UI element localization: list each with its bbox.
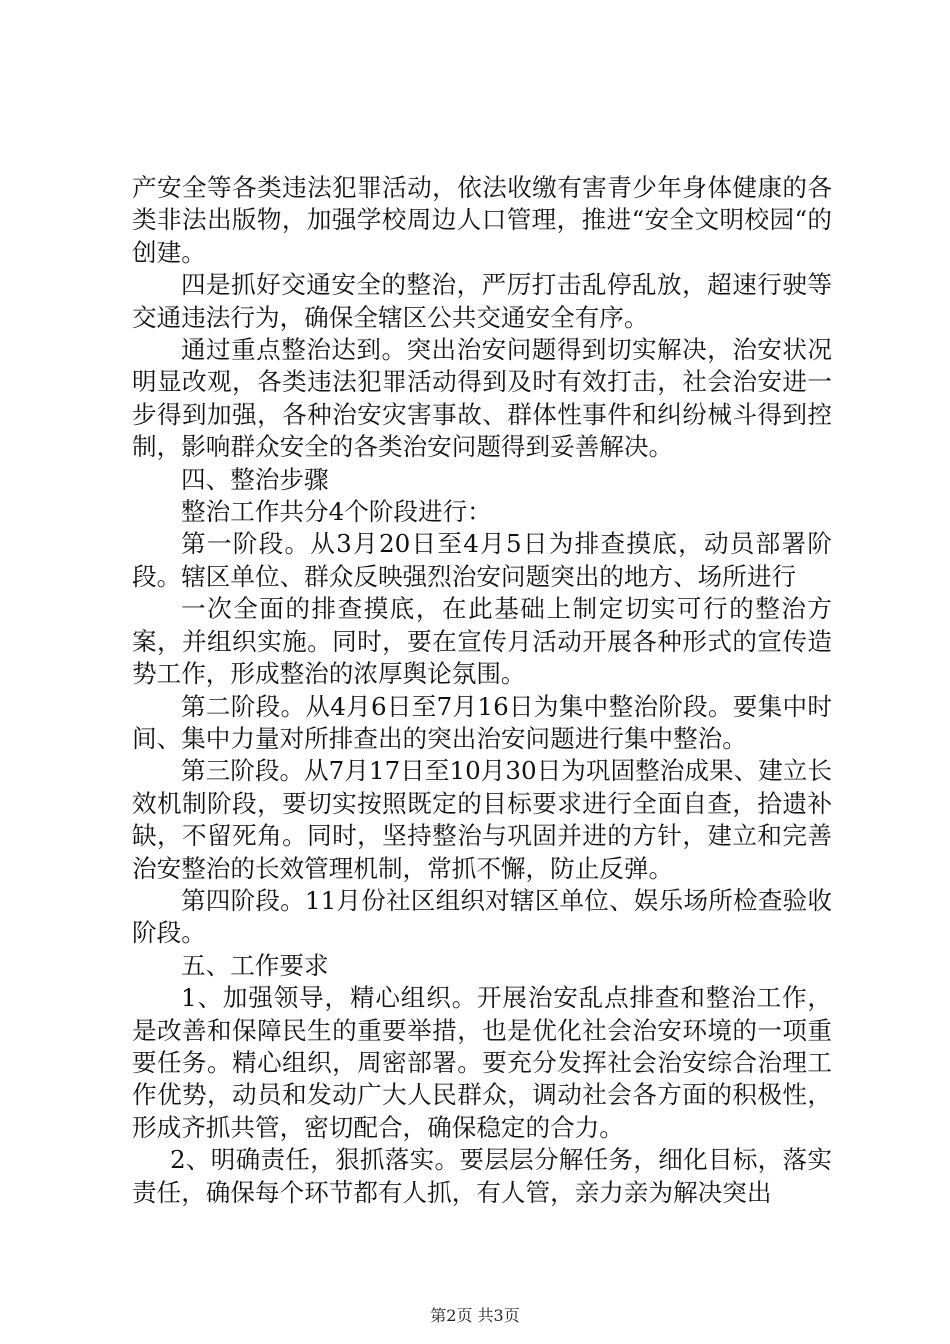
paragraph: 第三阶段。从7月17日至10月30日为巩固整治成果、建立长效机制阶段，要切实按照既定的目标要求进行全面自查，拾遗补缺，不留死角。同时，坚持整治与巩固并进的方针，建立和完善治安整治的长效管理机制，常抓不懈，防止反弹。	[132, 756, 832, 883]
paragraph: 四是抓好交通安全的整治，严厉打击乱停乱放，超速行驶等交通违法行为，确保全辖区公共交通安全有序。	[132, 270, 832, 332]
section-heading: 四、整治步骤	[181, 464, 329, 494]
section-heading: 五、工作要求	[181, 950, 329, 980]
paragraph: 2、明确责任，狠抓落实。要层层分解任务，细化目标，落实责任，确保每个环节都有人抓，有人管，亲力亲为解决突出	[132, 1145, 832, 1207]
page-number-footer: 第2页 共3页	[430, 1306, 520, 1325]
paragraph: 第一阶段。从3月20日至4月5日为排查摸底，动员部署阶段。辖区单位、群众反映强烈治安问题突出的地方、场所进行	[132, 529, 832, 591]
paragraph: 整治工作共分4个阶段进行：	[181, 497, 492, 527]
paragraph: 通过重点整治达到。突出治安问题得到切实解决，治安状况明显改观，各类违法犯罪活动得到及时有效打击，社会治安进一步得到加强，各种治安灾害事故、群体性事件和纠纷械斗得到控制，影响群众安全的各类治安问题得到妥善解决。	[132, 335, 832, 462]
paragraph: 第二阶段。从4月6日至7月16日为集中整治阶段。要集中时间、集中力量对所排查出的突出治安问题进行集中整治。	[132, 691, 832, 753]
paragraph: 1、加强领导，精心组织。开展治安乱点排查和整治工作，是改善和保障民生的重要举措，也是优化社会治安环境的一项重要任务。精心组织，周密部署。要充分发挥社会治安综合治理工作优势，动员和发动广大人民群众，调动社会各方面的积极性，形成齐抓共管，密切配合，确保稳定的合力。	[132, 983, 832, 1142]
paragraph: 产安全等各类违法犯罪活动，依法收缴有害青少年身体健康的各类非法出版物，加强学校周边人口管理，推进“安全文明校园“的创建。	[132, 173, 832, 267]
document-body	[132, 172, 832, 1209]
paragraph: 一次全面的排查摸底，在此基础上制定切实可行的整治方案，并组织实施。同时，要在宣传月活动开展各种形式的宣传造势工作，形成整治的浓厚舆论氛围。	[132, 594, 832, 689]
paragraph: 第四阶段。11月份社区组织对辖区单位、娱乐场所检查验收阶段。	[132, 885, 832, 948]
